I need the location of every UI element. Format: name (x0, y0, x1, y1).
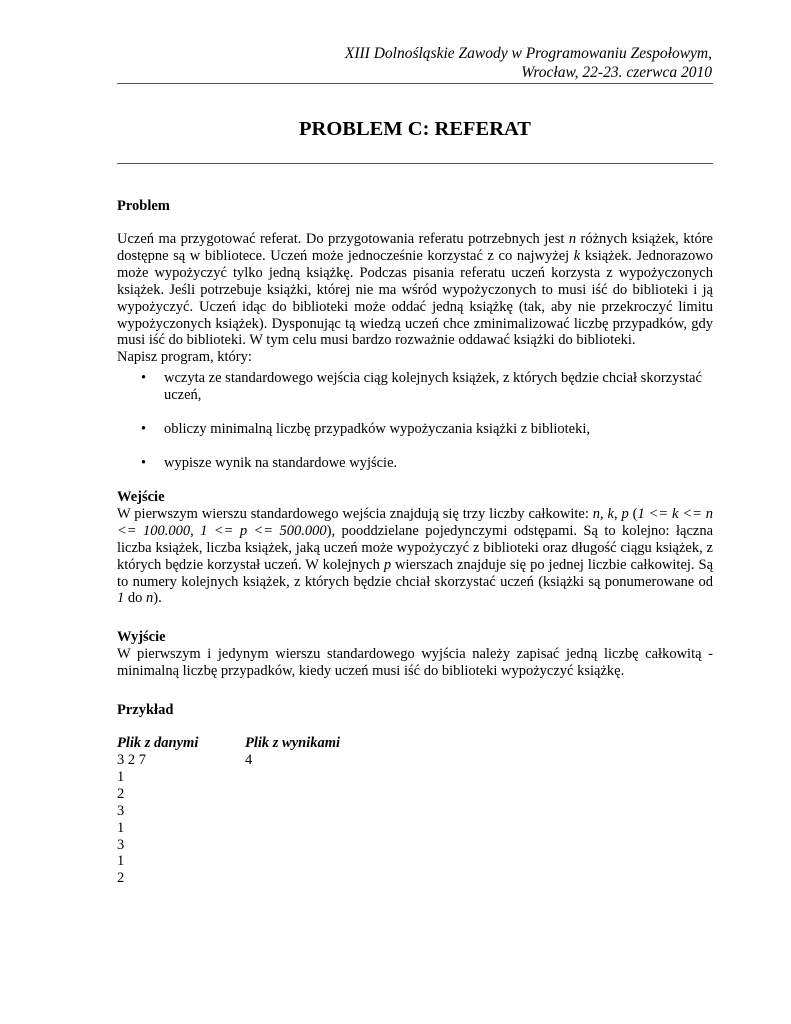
example-input-line: 1 (117, 819, 125, 836)
example-input-line: 3 (117, 802, 125, 819)
example-input-line: 3 2 7 (117, 752, 146, 769)
example-input-line: 1 (117, 768, 125, 785)
header-line-1: XIII Dolnośląskie Zawody w Programowaniu Zespołowym, (344, 45, 712, 62)
input-description: W pierwszym wierszu standardowego wejścia znajdują się trzy liczby całkowite: n, k, p (1 <= k <= n <= 100.000, 1 <= p <= 500.000), pooddzielane pojedynczymi odstępami. Są to kolejno: łączna liczba książek, liczba książek, jaką uczeń może wypożyczyć z biblioteki oraz długość ciągu książek, z których będzie korzystał uczeń. W kolejnych p wierszach znajduje się po jednej liczbie całkowitej. Są to numery kolejnych książek, z których będzie chciał skorzystać uczeń (książki są ponumerowane od 1 do n). (117, 505, 714, 607)
output-description: W pierwszym i jedynym wierszu standardowego wyjścia należy zapisać jedną liczbę całkowitą - minimalną liczbę przypadków, kiedy uczeń musi iść do biblioteki wypożyczyć książkę. (117, 646, 713, 680)
example-heading: Przykład (117, 702, 174, 719)
input-section (117, 489, 713, 607)
example-output-line: 4 (245, 752, 253, 769)
example-input-column (117, 735, 245, 887)
example-input-line: 3 (117, 836, 125, 853)
example-input-line: 1 (117, 853, 125, 870)
output-section (117, 629, 713, 680)
problem-description: Uczeń ma przygotować referat. Do przygotowania referatu potrzebnych jest n różnych książek, które dostępne są w bibliotece. Uczeń może jednocześnie korzystać z co najwyżej k książek. Jednorazowo może wypożyczyć tylko jedną książkę. Podczas pisania referatu uczeń korzysta z wypożyczonych książek. Jeśli potrzebuje książki, której nie ma wśród wypożyczonych to musi iść do biblioteki i ją wypożyczyć. Uczeń idąc do biblioteki może oddać jedną książkę (tak, aby nie przekroczyć limitu wypożyczonych książek). Dysponując tą wiedzą uczeń chce zminimalizować liczbę przypadków, gdy musi iść do biblioteki. W tym celu musi bardzo rozważnie oddawać książki do biblioteki. (117, 231, 713, 349)
task-item: • obliczy minimalną liczbę przypadków wypożyczania książki z biblioteki, (117, 421, 713, 438)
example-input-line: 2 (117, 785, 125, 802)
input-heading: Wejście (117, 488, 165, 505)
example-output-label: Plik z wynikami (245, 735, 341, 752)
example-output-column (245, 735, 373, 887)
output-heading: Wyjście (117, 629, 166, 646)
task-item: • wypisze wynik na standardowe wyjście. (117, 455, 713, 472)
header-rule (117, 83, 713, 84)
example-input-line: 2 (117, 870, 125, 887)
problem-section (117, 198, 713, 472)
competition-header (345, 44, 712, 82)
problem-content (117, 198, 713, 887)
problem-title: PROBLEM C: REFERAT (299, 118, 531, 140)
header-line-2: Wrocław, 22-23. czerwca 2010 (521, 64, 712, 81)
task-list (117, 370, 713, 472)
example-table (117, 735, 713, 887)
problem-heading: Problem (117, 198, 170, 214)
task-item: • wczyta ze standardowego wejścia ciąg kolejnych książek, z których będzie chciał skorzystać uczeń, (117, 370, 713, 404)
example-input-label: Plik z danymi (117, 735, 199, 752)
example-section (117, 702, 713, 887)
title-rule (117, 163, 713, 164)
problem-intro: Napisz program, który: (117, 349, 252, 366)
